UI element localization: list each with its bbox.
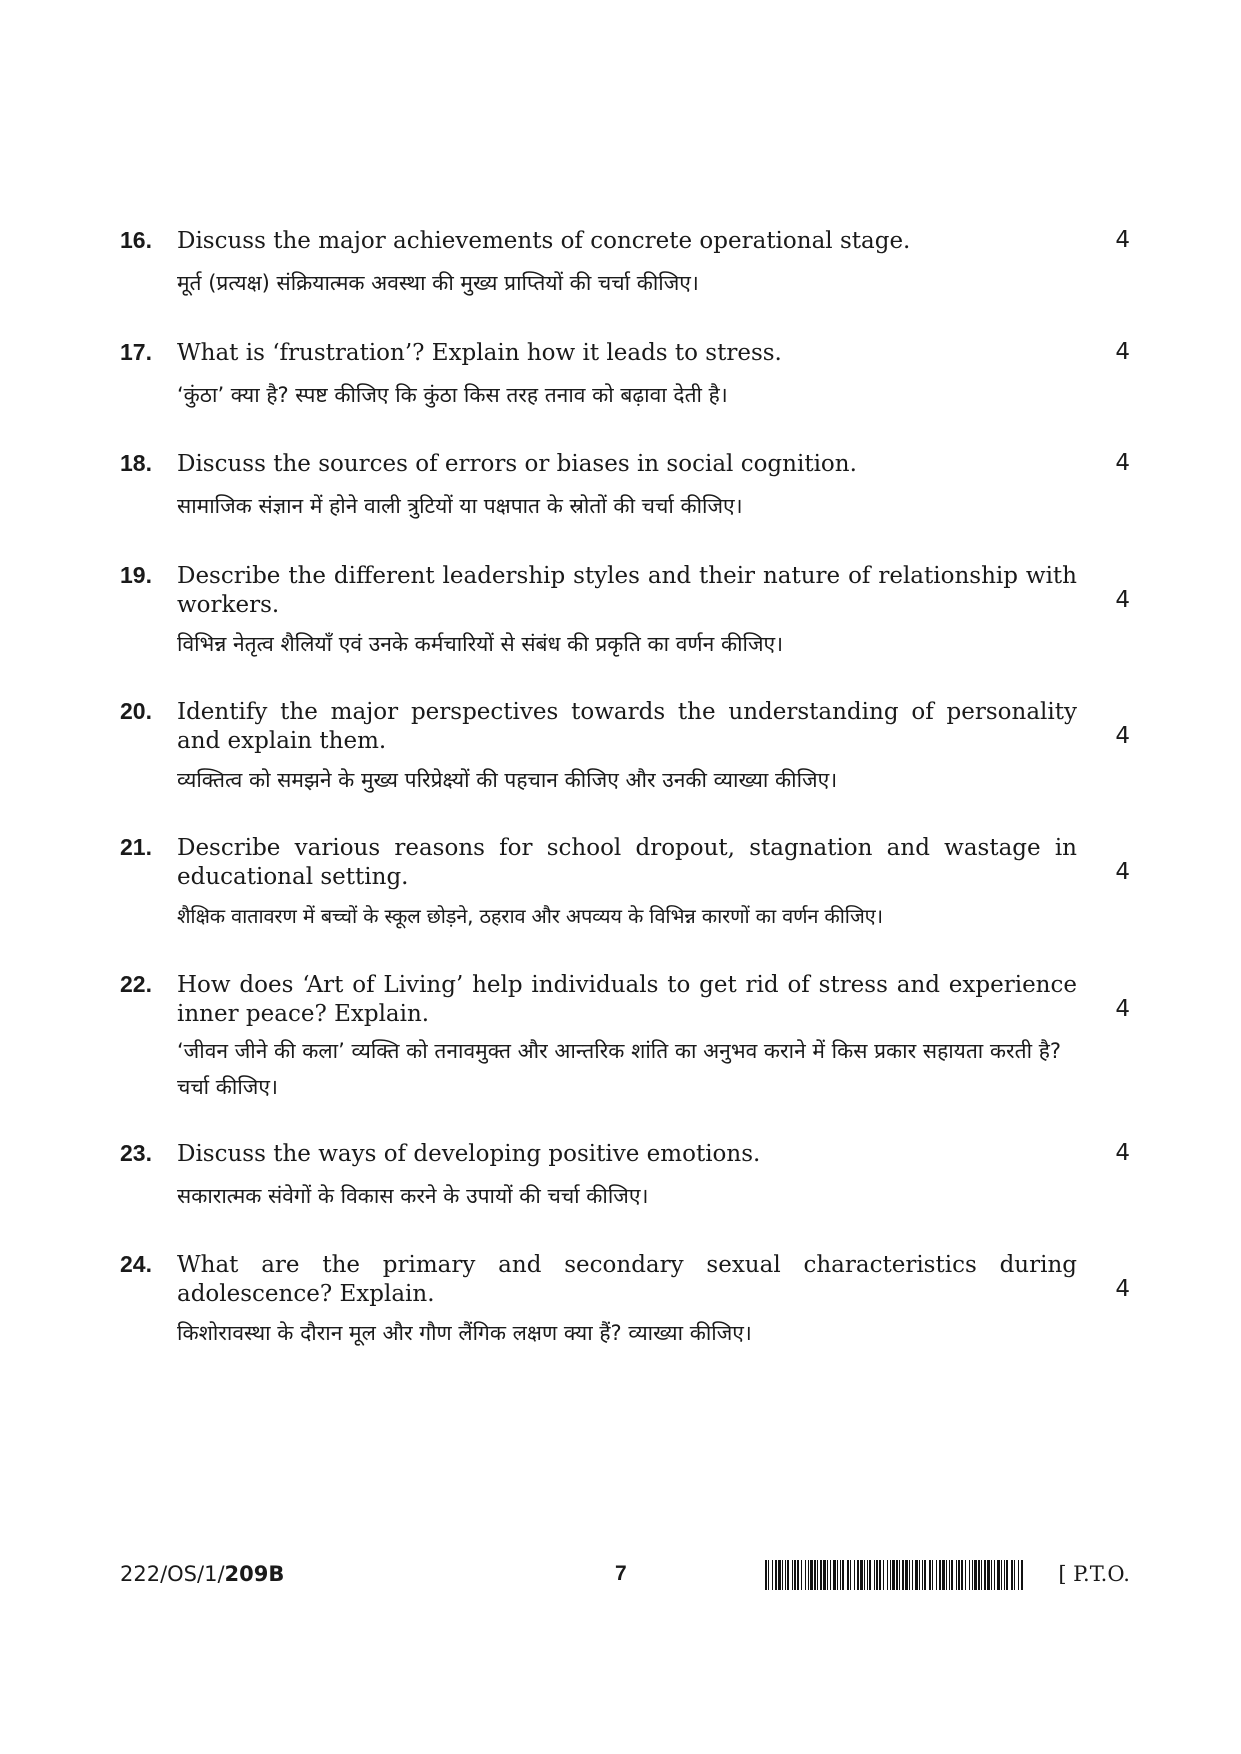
barcode-bar [1004,1560,1005,1590]
question-hindi: शैक्षिक वातावरण में बच्चों के स्कूल छोड़ने, ठहराव और अपव्यय के विभिन्न कारणों का वर्णन कीजिए। [177,904,883,928]
barcode-bar [869,1560,871,1590]
question-hindi: सकारात्मक संवेगों के विकास करने के उपायों की चर्चा कीजिए। [177,1184,649,1208]
barcode-bar [909,1560,910,1590]
question-21 [120,834,1130,944]
barcode-bar [820,1560,822,1590]
question-english: Discuss the ways of developing positive emotions. [177,1141,761,1167]
question-english: Describe the different leadership styles and their nature of relationship with workers. [177,563,1077,618]
barcode-bar [915,1560,918,1590]
page-footer [120,1560,1130,1600]
question-number: 23. [120,1140,152,1166]
barcode-bar [929,1560,931,1590]
barcode-bar [981,1560,982,1590]
barcode-bar [936,1560,937,1590]
barcode-bar [787,1560,789,1590]
barcode-bar [997,1560,1000,1590]
question-hindi: विभिन्न नेतृत्व शैलियाँ एवं उनके कर्मचारियों से संबंध की प्रकृति का वर्णन कीजिए। [177,632,784,656]
barcode-bar [924,1560,926,1590]
barcode-bar [987,1560,990,1590]
question-marks: 4 [1115,339,1130,365]
question-marks: 4 [1115,996,1130,1022]
barcode-bar [775,1560,777,1590]
barcode-bar [902,1560,904,1590]
paper-code: 222/OS/1/209B [120,1562,285,1586]
question-number: 16. [120,227,152,253]
barcode-bar [969,1560,970,1590]
barcode-bar [797,1560,799,1590]
question-23 [120,1140,1130,1220]
barcode-bar [864,1560,865,1590]
barcode-bar [978,1560,980,1590]
barcode-bar [949,1560,950,1590]
barcode-bar [1006,1560,1008,1590]
question-english: Identify the major perspectives towards the understanding of personality and explain them. [177,699,1077,754]
question-number: 19. [120,562,152,588]
barcode-bar [814,1560,816,1590]
barcode-bar [1018,1560,1019,1590]
question-marks: 4 [1115,227,1130,253]
barcode-bar [991,1560,992,1590]
barcode-bar [892,1560,895,1590]
question-number: 18. [120,450,152,476]
barcode-bar [984,1560,986,1590]
question-number: 17. [120,339,152,365]
barcode-bar [837,1560,838,1590]
question-number: 22. [120,971,152,997]
barcode-bar [1021,1560,1023,1590]
barcode-bar [965,1560,966,1590]
barcode-bar [823,1560,826,1590]
barcode [765,1560,1025,1590]
question-english: Describe various reasons for school dropout, stagnation and wastage in educational setting. [177,835,1077,890]
barcode-bar [939,1560,941,1590]
barcode-bar [919,1560,920,1590]
barcode-bar [847,1560,849,1590]
barcode-bar [890,1560,891,1590]
barcode-bar [801,1560,802,1590]
question-marks: 4 [1115,723,1130,749]
barcode-bar [785,1560,786,1590]
question-19 [120,562,1130,672]
barcode-bar [887,1560,888,1590]
question-number: 24. [120,1251,152,1277]
question-24 [120,1251,1130,1361]
barcode-bar [842,1560,844,1590]
barcode-bar [794,1560,796,1590]
question-english: Discuss the sources of errors or biases in social cognition. [177,451,857,477]
pto-label: [ P.T.O. [1058,1562,1130,1586]
barcode-bar [876,1560,878,1590]
question-number: 20. [120,698,152,724]
barcode-bar [958,1560,960,1590]
question-marks: 4 [1115,1276,1130,1302]
barcode-bar [833,1560,836,1590]
barcode-bar [922,1560,923,1590]
question-20 [120,698,1130,808]
barcode-bar [932,1560,933,1590]
barcode-bar [808,1560,809,1590]
barcode-bar [857,1560,859,1590]
barcode-bar [1011,1560,1013,1590]
barcode-bar [905,1560,908,1590]
barcode-bar [850,1560,851,1590]
barcode-bar [974,1560,977,1590]
question-hindi: किशोरावस्था के दौरान मूल और गौण लैंगिक लक्षण क्या हैं? व्याख्या कीजिए। [177,1321,752,1345]
barcode-bar [827,1560,828,1590]
question-number: 21. [120,834,152,860]
barcode-bar [961,1560,963,1590]
question-17 [120,339,1130,419]
barcode-bar [896,1560,898,1590]
question-18 [120,450,1130,530]
page-number: 7 [615,1562,627,1585]
question-english: What is ‘frustration’? Explain how it leads to stress. [177,340,782,366]
question-marks: 4 [1115,587,1130,613]
question-marks: 4 [1115,450,1130,476]
barcode-bar [874,1560,875,1590]
barcode-bar [946,1560,947,1590]
barcode-bar [912,1560,913,1590]
barcode-bar [782,1560,783,1590]
barcode-bar [899,1560,900,1590]
barcode-bar [765,1560,767,1590]
question-marks: 4 [1115,1140,1130,1166]
question-22 [120,971,1130,1121]
barcode-bar [867,1560,868,1590]
question-hindi: ‘जीवन जीने की कला’ व्यक्ति को तनावमुक्त और आन्तरिक शांति का अनुभव कराने में किस प्रकार सहायता करती है? चर्चा कीजिए। [177,1039,1062,1099]
barcode-bar [972,1560,973,1590]
barcode-bar [942,1560,945,1590]
barcode-bar [951,1560,953,1590]
barcode-bar [879,1560,881,1590]
question-english: Discuss the major achievements of concrete operational stage. [177,228,911,254]
question-english: What are the primary and secondary sexual characteristics during adolescence? Explain. [177,1252,1077,1307]
barcode-bar [792,1560,793,1590]
barcode-bar [854,1560,855,1590]
question-hindi: सामाजिक संज्ञान में होने वाली त्रुटियों या पक्षपात के स्रोतों की चर्चा कीजिए। [177,494,743,518]
barcode-bar [883,1560,884,1590]
barcode-bar [840,1560,841,1590]
question-hindi: व्यक्तित्व को समझने के मुख्य परिप्रेक्ष्यों की पहचान कीजिए और उनकी व्याख्या कीजिए। [177,768,838,792]
barcode-bar [768,1560,769,1590]
question-hindi: मूर्त (प्रत्यक्ष) संक्रियात्मक अवस्था की मुख्य प्राप्तियों की चर्चा कीजिए। [177,271,699,295]
barcode-bar [956,1560,957,1590]
question-english: How does ‘Art of Living’ help individuals to get rid of stress and experience inner peace? Explain. [177,972,1077,1027]
barcode-bar [778,1560,781,1590]
barcode-bar [817,1560,818,1590]
barcode-bar [1001,1560,1002,1590]
barcode-bar [772,1560,773,1590]
barcode-bar [860,1560,863,1590]
barcode-bar [805,1560,806,1590]
question-marks: 4 [1115,859,1130,885]
question-16 [120,227,1130,307]
barcode-bar [810,1560,813,1590]
barcode-bar [994,1560,995,1590]
barcode-bar [830,1560,831,1590]
question-hindi: ‘कुंठा’ क्या है? स्पष्ट कीजिए कि कुंठा किस तरह तनाव को बढ़ावा देती है। [177,383,728,407]
barcode-bar [1014,1560,1015,1590]
